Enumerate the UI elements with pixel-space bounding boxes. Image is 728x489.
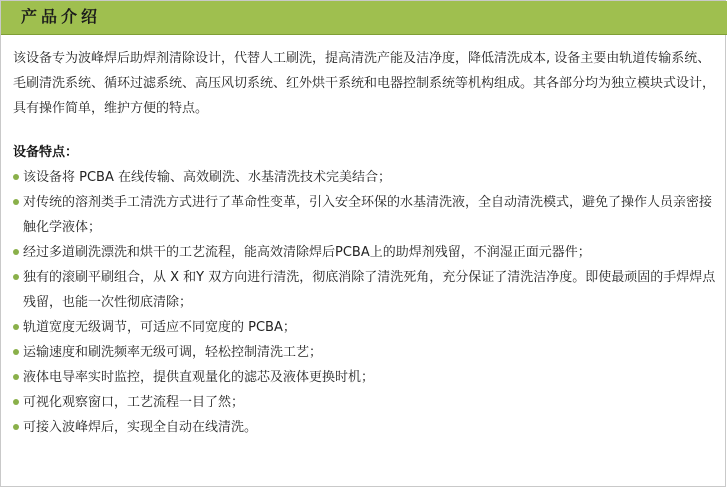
- feature-item: [13, 240, 717, 265]
- bullet-icon: [13, 199, 19, 205]
- bullet-icon: [13, 399, 19, 405]
- feature-item: [13, 340, 717, 365]
- feature-text: 对传统的溶剂类手工清洗方式进行了革命性变革，引入安全环保的水基清洗液，全自动清洗模式，避免了操作人员亲密接触化学液体；: [23, 195, 713, 235]
- bullet-icon: [13, 374, 19, 380]
- feature-item: [13, 165, 717, 190]
- features-heading: 设备特点：: [13, 145, 79, 160]
- bullet-icon: [13, 274, 19, 280]
- feature-item: [13, 190, 717, 240]
- feature-item: [13, 390, 717, 415]
- bullet-icon: [13, 249, 19, 255]
- bullet-icon: [13, 424, 19, 430]
- section-header: [1, 1, 727, 35]
- feature-text: 独有的滚刷平刷组合，从 X 和Y 双方向进行清洗，彻底消除了清洗死角，充分保证了清洗洁净度。即使最顽固的手焊焊点残留，也能一次性彻底清除；: [23, 270, 716, 310]
- feature-text: 可接入波峰焊后，实现全自动在线清洗。: [23, 420, 258, 435]
- feature-item: [13, 365, 717, 390]
- feature-text: 该设备将 PCBA 在线传输、高效刷洗、水基清洗技术完美结合；: [23, 170, 391, 185]
- feature-item: [13, 265, 717, 315]
- feature-item: [13, 415, 717, 440]
- feature-text: 轨道宽度无级调节，可适应不同宽度的 PCBA；: [23, 320, 296, 335]
- intro-paragraph: 该设备专为波峰焊后助焊剂清除设计，代替人工刷洗，提高清洗产能及洁净度，降低清洗成本, 设备主要由轨道传输系统、毛刷清洗系统、循环过滤系统、高压风切系统、红外烘干系统和电器控制系统等机构组成。其各部分均为独立模块式设计，具有操作简单，维护方便的特点。: [13, 51, 716, 116]
- feature-text: 运输速度和刷洗频率无级可调，轻松控制清洗工艺；: [23, 345, 323, 360]
- feature-text: 经过多道刷洗漂洗和烘干的工艺流程，能高效清除焊后PCBA上的助焊剂残留，不润湿正面元器件；: [23, 245, 591, 260]
- feature-text: 液体电导率实时监控，提供直观量化的滤芯及液体更换时机；: [23, 370, 375, 385]
- bullet-icon: [13, 174, 19, 180]
- feature-item: [13, 315, 717, 340]
- section-title: 产品介绍: [21, 7, 102, 26]
- bullet-icon: [13, 349, 19, 355]
- feature-list: [13, 165, 717, 440]
- bullet-icon: [13, 324, 19, 330]
- feature-text: 可视化观察窗口，工艺流程一目了然；: [23, 395, 245, 410]
